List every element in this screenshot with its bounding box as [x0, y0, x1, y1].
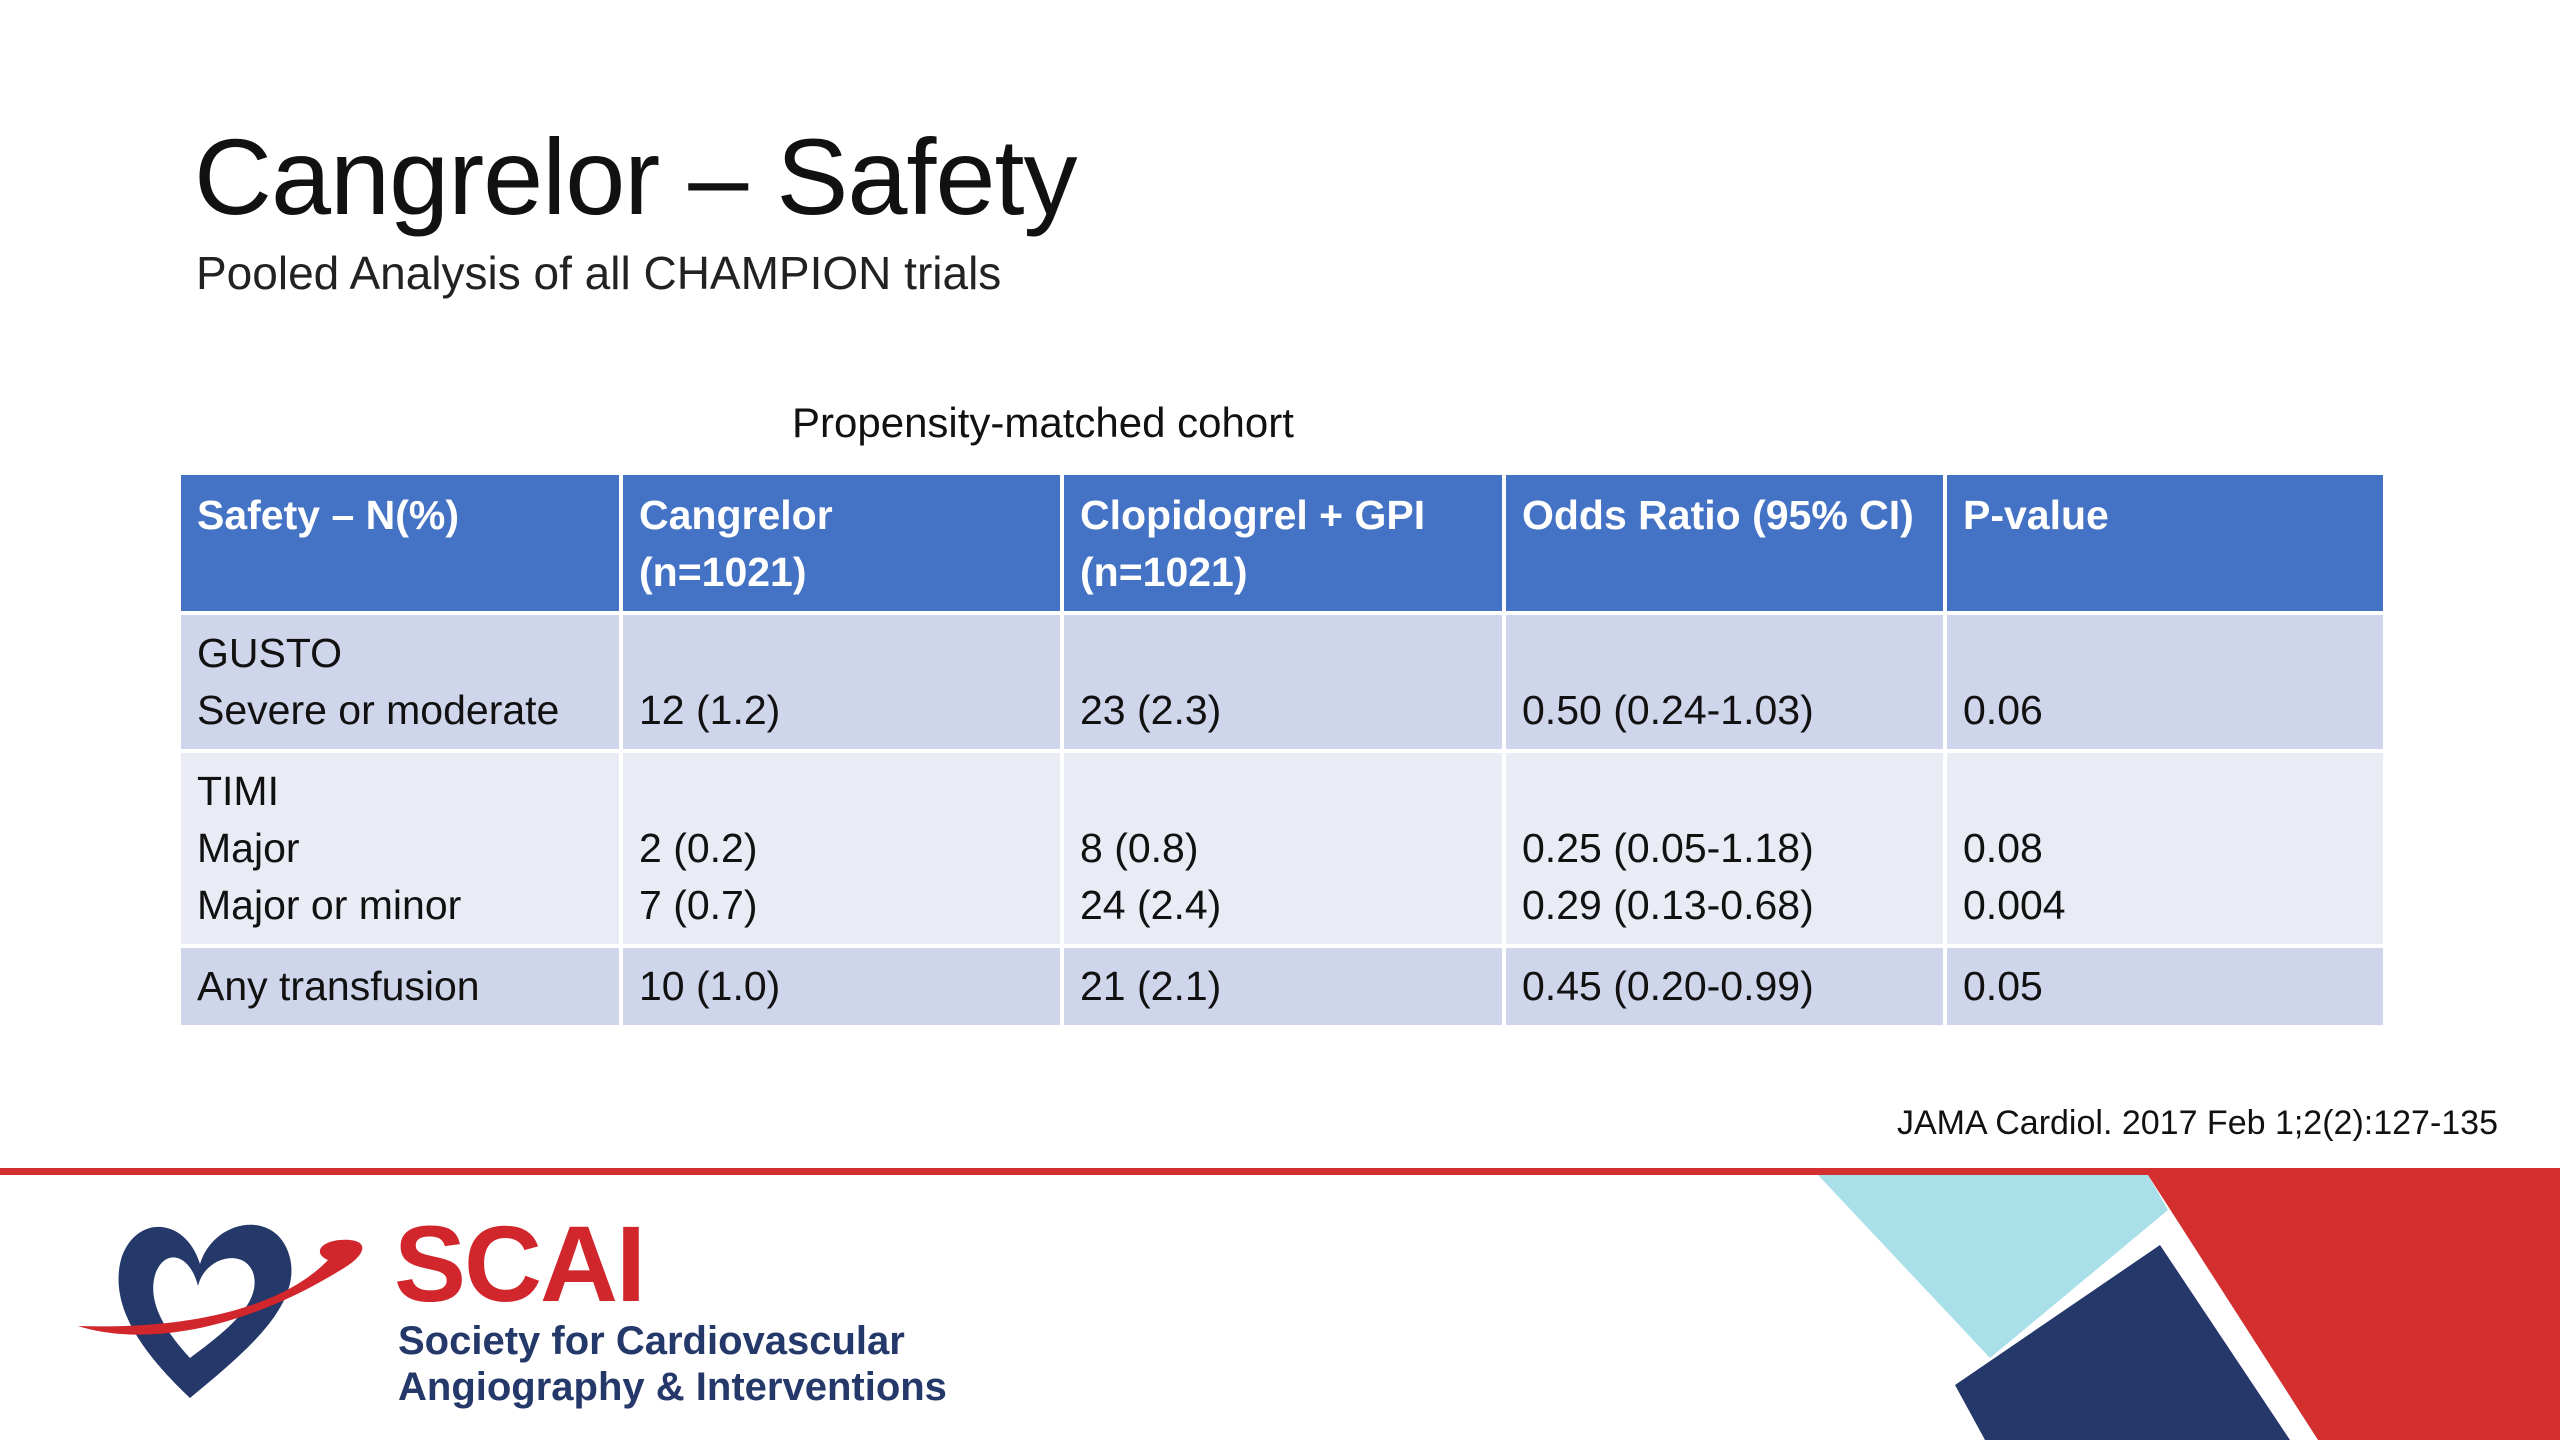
scai-heart-logo-icon: [78, 1208, 378, 1408]
timi-odds-cell: 0.25 (0.05-1.18) 0.29 (0.13-0.68): [1504, 751, 1945, 946]
transfusion-odds-cell: 0.45 (0.20-0.99): [1504, 946, 1945, 1027]
logo-society-name: Society for Cardiovascular Angiography & Interventions: [398, 1319, 947, 1409]
gusto-p-cell: 0.06: [1945, 613, 2385, 751]
header-odds-ratio: Odds Ratio (95% CI): [1504, 473, 1945, 613]
gusto-clopidogrel-cell: 23 (2.3): [1062, 613, 1504, 751]
gusto-odds-cell: 0.50 (0.24-1.03): [1504, 613, 1945, 751]
transfusion-clopidogrel-cell: 21 (2.1): [1062, 946, 1504, 1027]
timi-p-cell: 0.08 0.004: [1945, 751, 2385, 946]
citation: JAMA Cardiol. 2017 Feb 1;2(2):127-135: [1896, 1104, 2498, 1142]
timi-major-label: Major: [197, 825, 300, 871]
gusto-cangrelor-cell: 12 (1.2): [621, 613, 1062, 751]
timi-label: TIMI: [197, 768, 279, 814]
transfusion-label-cell: Any transfusion: [179, 946, 621, 1027]
logo-scai-wordmark: SCAI: [394, 1203, 645, 1324]
header-p-value: P-value: [1945, 473, 2385, 613]
header-cangrelor: Cangrelor (n=1021): [621, 473, 1062, 613]
header-clopidogrel: Clopidogrel + GPI (n=1021): [1062, 473, 1504, 613]
gusto-label: GUSTO: [197, 630, 343, 676]
header-safety: Safety – N(%): [179, 473, 621, 613]
slide-subtitle: Pooled Analysis of all CHAMPION trials: [196, 247, 1002, 299]
table-caption: Propensity-matched cohort: [792, 399, 1294, 446]
transfusion-p-cell: 0.05: [1945, 946, 2385, 1027]
timi-cangrelor-cell: 2 (0.2) 7 (0.7): [621, 751, 1062, 946]
slide-title: Cangrelor – Safety: [194, 116, 1077, 237]
gusto-sublabel: Severe or moderate: [197, 687, 560, 733]
timi-clopidogrel-cell: 8 (0.8) 24 (2.4): [1062, 751, 1504, 946]
transfusion-cangrelor-cell: 10 (1.0): [621, 946, 1062, 1027]
timi-minor-label: Major or minor: [197, 882, 462, 928]
